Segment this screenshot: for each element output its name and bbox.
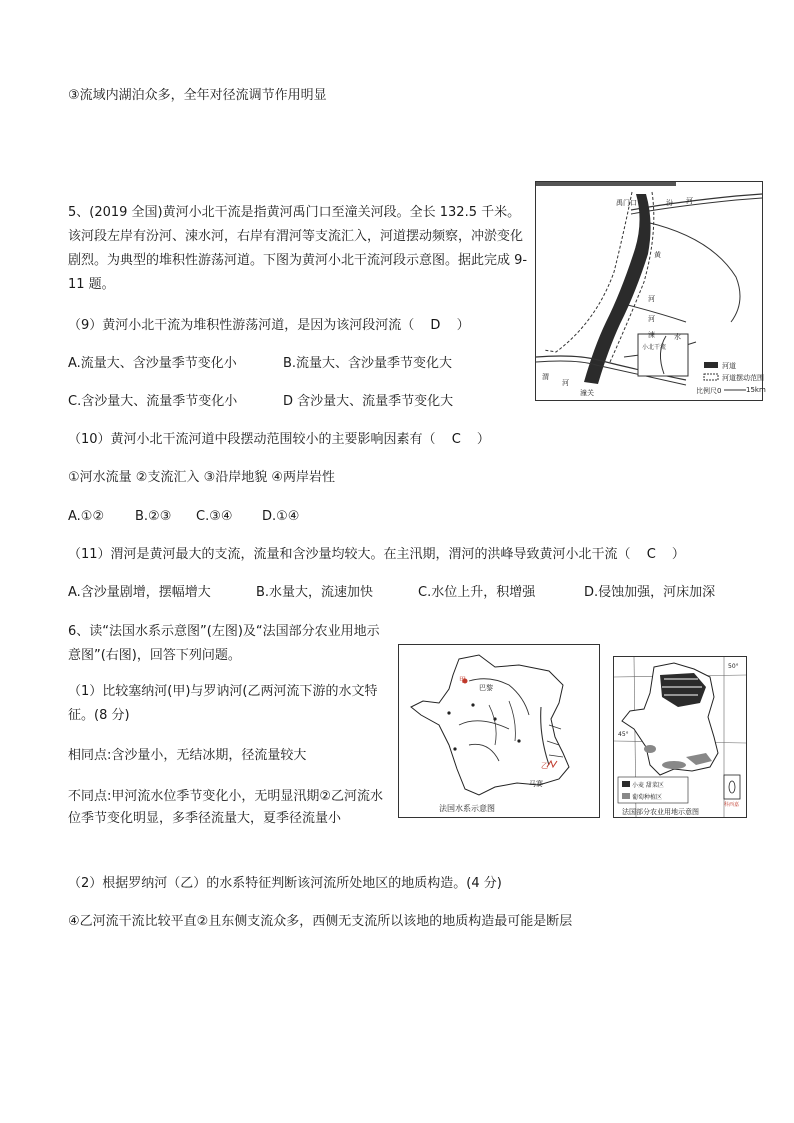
- label-wei: 渭: [542, 373, 549, 381]
- label-huang: 黄: [654, 251, 661, 259]
- legend-grape: 葡萄种植区: [632, 794, 663, 801]
- q6-same: 相同点:含沙量小，无结冰期，径流量较大: [68, 748, 307, 763]
- q11-option-c: C.水位上升，积增强: [418, 585, 536, 600]
- legend-scale-km: 15km: [746, 386, 766, 394]
- label-yi: 乙: [541, 762, 548, 770]
- label-tongguan: 潼关: [580, 389, 594, 397]
- q10-option-c: C.③④: [196, 509, 233, 524]
- q10-option-d: D.①④: [262, 509, 300, 524]
- france-water-caption: 法国水系示意图: [439, 804, 495, 813]
- france-agri-map: [613, 656, 747, 818]
- q6-sub2: （2）根据罗纳河（乙）的水系特征判断该河流所处地区的地质构造。(4 分): [68, 876, 502, 891]
- q6-sub1: （1）比较塞纳河(甲)与罗讷河(乙两河流下游的水文特征。(8 分): [68, 684, 378, 723]
- label-inset: 小北干流: [642, 344, 667, 351]
- label-corsica: 科西嘉: [724, 802, 740, 808]
- label-su: 涑: [648, 331, 655, 339]
- france-agri-caption: 法国部分农业用地示意图: [622, 808, 699, 816]
- label-bali: 巴黎: [479, 684, 493, 692]
- legend-channel: 河道: [722, 362, 736, 370]
- q9-option-b: B.流量大、含沙量季节变化大: [283, 356, 453, 371]
- q11-answer: C: [646, 547, 656, 562]
- q11-option-d: D.侵蚀加强，河床加深: [584, 585, 716, 600]
- label-lat45: 45°: [618, 731, 629, 738]
- france-water-map: [398, 644, 600, 818]
- q10-close: ）: [476, 432, 490, 447]
- q9-option-d: D 含沙量大、流量季节变化大: [283, 394, 454, 409]
- q11-close: ）: [671, 547, 685, 562]
- q9-close: ）: [456, 318, 470, 333]
- q9-text: （9）黄河小北干流为堆积性游荡河道，是因为该河段河流（: [68, 318, 415, 333]
- yellow-river-map: [535, 181, 766, 401]
- legend-range: 河道摆动范围: [722, 374, 764, 382]
- q9-option-a: A.流量大、含沙量季节变化小: [68, 356, 237, 371]
- q9-stem: [68, 316, 470, 336]
- label-he3: 河: [648, 315, 655, 323]
- label-he2: 河: [648, 295, 655, 303]
- q11-stem: [68, 545, 685, 565]
- q9-option-c: C.含沙量大、流量季节变化小: [68, 394, 238, 409]
- q11-option-a: A.含沙量剧增，摆幅增大: [68, 585, 211, 600]
- q10-stem: [68, 430, 490, 450]
- q6-intro: 6、读“法国水系示意图”(左图)及“法国部分农业用地示意图”(右图)，回答下列问题。: [68, 624, 380, 663]
- label-shui: 水: [674, 333, 681, 341]
- q6-answer2: ④乙河流干流比较平直②且东侧支流众多，西侧无支流所以该地的地质构造最可能是断层: [68, 914, 573, 929]
- label-fen: 汾: [666, 199, 673, 207]
- q10-answer: C: [451, 432, 461, 447]
- legend-scale: 比例尺0: [696, 387, 722, 395]
- label-lat50: 50°: [728, 663, 739, 670]
- q5-intro: 5、(2019 全国)黄河小北干流是指黄河禹门口至潼关河段。全长 132.5 千米。该河段左岸有汾河、涑水河，右岸有渭河等支流汇入，河道摆动频察，冲淤变化剧烈。为典型的堆积性游荡河道。下图为黄河小北干流河段示意图。据此完成 9-11 题。: [68, 205, 528, 292]
- q10-items: ①河水流量 ②支流汇入 ③沿岸地貌 ④两岸岩性: [68, 470, 336, 485]
- q6-diff: 不同点:甲河流水位季节变化小，无明显汛期②乙河流水位季节变化明显，多季径流量大，夏季径流量小: [68, 789, 384, 826]
- q11-option-b: B.水量大，流速加快: [256, 585, 374, 600]
- label-he1: 河: [686, 197, 693, 205]
- q10-option-b: B.②③: [135, 509, 172, 524]
- france-water-drawing: [399, 645, 599, 817]
- label-yumenkou: 禹门口: [616, 199, 637, 207]
- q11-text: （11）渭河是黄河最大的支流，流量和含沙量均较大。在主汛期，渭河的洪峰导致黄河小北干流（: [68, 547, 631, 562]
- label-makesai: 马赛: [529, 780, 543, 788]
- label-he4: 河: [562, 379, 569, 387]
- legend-wheat: 小麦 甜菜区: [632, 782, 664, 789]
- q9-answer: D: [430, 318, 441, 333]
- q10-text: （10）黄河小北干流河道中段摆动范围较小的主要影响因素有（: [68, 432, 436, 447]
- q10-option-a: A.①②: [68, 509, 105, 524]
- label-jia: 甲: [459, 676, 466, 684]
- prev-item-3: ③流域内湖泊众多，全年对径流调节作用明显: [68, 88, 327, 103]
